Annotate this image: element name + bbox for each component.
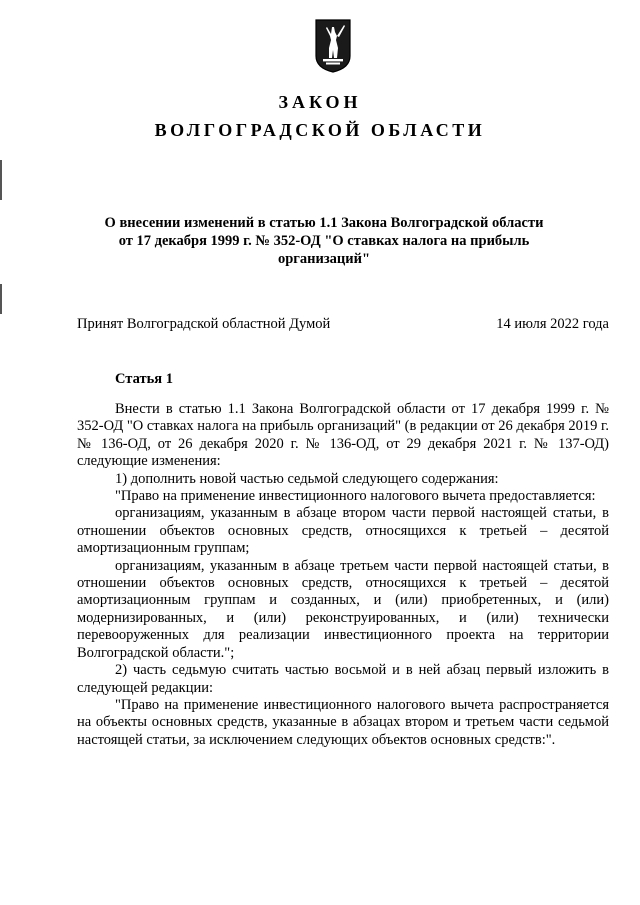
- subtitle-line: О внесении изменений в статью 1.1 Закона Волгоградской области: [104, 215, 544, 231]
- adopted-by: Принят Волгоградской областной Думой: [77, 316, 331, 332]
- article-body: [77, 401, 609, 749]
- article-paragraph: организациям, указанным в абзаце третьем части первой настоящей статьи, в отношении объектов основных средств, относящихся к третьей – десятой амортизационным группам и созданных, и (или) приобретенных, и (или) модернизированных, и (или) реконструированных, и (или) технически перевооруженных для реализации инвестиционного проекта на территории Волгоградской области.";: [77, 557, 609, 661]
- article-paragraph: организациям, указанным в абзаце втором части первой настоящей статьи, в отношении объектов основных средств, относящихся к третьей – десятой амортизационным группам;: [77, 505, 609, 557]
- scan-edge-mark: [0, 284, 2, 314]
- article-paragraph: "Право на применение инвестиционного налогового вычета предоставляется:: [115, 488, 596, 505]
- subtitle-line: организаций": [277, 251, 371, 267]
- volgograd-coat-of-arms-icon: [314, 18, 352, 74]
- article-paragraph: 2) часть седьмую считать частью восьмой и в ней абзац первый изложить в следующей редакции:: [77, 662, 609, 696]
- article-paragraph: 1) дополнить новой частью седьмой следующего содержания:: [115, 470, 499, 487]
- scan-edge-mark: [0, 160, 2, 200]
- article-heading: Статья 1: [115, 371, 173, 387]
- article-paragraph: "Право на применение инвестиционного налогового вычета распространяется на объекты основных средств, указанные в абзацах втором и третьем части седьмой настоящей статьи, за исключением следующих объектов основных средств:".: [77, 696, 609, 748]
- article-paragraph: Внести в статью 1.1 Закона Волгоградской области от 17 декабря 1999 г. № 352-ОД "О ставках налога на прибыль организаций" (в редакции от 26 декабря 2019 г. № 136-ОД, от 26 декабря 2020 г. № 136-ОД, от 29 декабря 2021 г. № 137-ОД) следующие изменения:: [77, 401, 609, 470]
- adoption-line: [77, 316, 609, 336]
- subtitle-line: от 17 декабря 1999 г. № 352-ОД "О ставках налога на прибыль: [118, 233, 530, 249]
- adoption-date: 14 июля 2022 года: [496, 316, 609, 332]
- document-title: ЗАКОН: [278, 92, 362, 112]
- law-subtitle: [96, 214, 552, 268]
- document-region: ВОЛГОГРАДСКОЙ ОБЛАСТИ: [154, 120, 486, 140]
